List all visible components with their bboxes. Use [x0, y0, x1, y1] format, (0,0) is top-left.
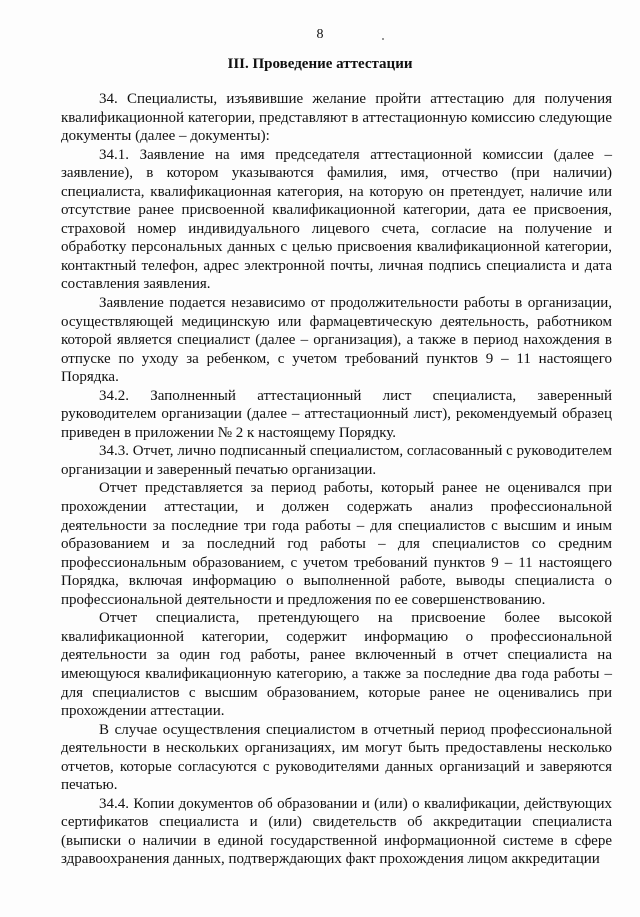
paragraph-34-1: 34.1. Заявление на имя председателя аттестационной комиссии (далее – заявление), в котором указываются фамилия, имя, отчество (при наличии) специалиста, квалификационная категория, на которую он претендует, наличие или отсутствие ранее присвоенной квалификационной категории, дата ее присвоения, страховой номер индивидуального лицевого счета, согласие на получение и обработку персональных данных с целью присвоения квалификационной категории, контактный телефон, адрес электронной почты, личная подпись специалиста и дата составления заявления. — [61, 146, 612, 293]
paragraph-application-note: Заявление подается независимо от продолжительности работы в организации, осуществляющей медицинскую или фармацевтическую деятельность, работником которой является специалист (далее – организация), а также в период нахождения в отпуске по уходу за ребенком, с учетом требований пунктов 9 – 11 настоящего Порядка. — [61, 295, 612, 386]
paragraph-34-4: 34.4. Копии документов об образовании и (или) о квалификации, действующих сертификатов специалиста и (или) свидетельств об аккредитации специалиста (выписки о наличии в единой государственной информационной системе в сфере здравоохранения данных, подтверждающих факт прохождения лицом аккредитации — [61, 795, 612, 868]
paragraph-report-period: Отчет представляется за период работы, который ранее не оценивался при прохождении аттестации, и должен содержать анализ профессиональной деятельности за последние три года работы – для специалистов с высшим и иным образованием и за последний год работы – для специалистов со средним профессиональным образованием, с учетом требований пунктов 9 – 11 настоящего Порядка, включая информацию о выполненной работе, выводы специалиста о профессиональной деятельности и предложения по ее совершенствованию. — [61, 480, 612, 608]
section-title: III. Проведение аттестации — [227, 56, 413, 72]
paragraph-report-higher-category: Отчет специалиста, претендующего на присвоение более высокой квалификационной категории, содержит информацию о профессиональной деятельности за один год работы, ранее включенный в отчет специалиста на имеющуюся квалификационную категорию, а также за последние два года работы – для специалистов с высшим образованием, которые ранее не оценивались при прохождении аттестации. — [61, 610, 612, 720]
page-number: 8 — [316, 27, 324, 42]
scan-speck — [382, 38, 384, 40]
paragraph-34-3: 34.3. Отчет, лично подписанный специалистом, согласованный с руководителем организации и заверенный печатью организации. — [61, 443, 612, 478]
paragraph-34: 34. Специалисты, изъявившие желание пройти аттестацию для получения квалификационной категории, представляют в аттестационную комиссию следующие документы (далее – документы): — [61, 91, 612, 145]
paragraph-multiple-organizations: В случае осуществления специалистом в отчетный период профессиональной деятельности в нескольких организациях, им могут быть предоставлены несколько отчетов, которые согласуются с руководителями данных организаций и заверяются печатью. — [61, 721, 612, 794]
paragraph-34-2: 34.2. Заполненный аттестационный лист специалиста, заверенный руководителем организации (далее – аттестационный лист), рекомендуемый образец приведен в приложении № 2 к настоящему Порядку. — [61, 387, 612, 441]
body-text — [61, 90, 612, 869]
